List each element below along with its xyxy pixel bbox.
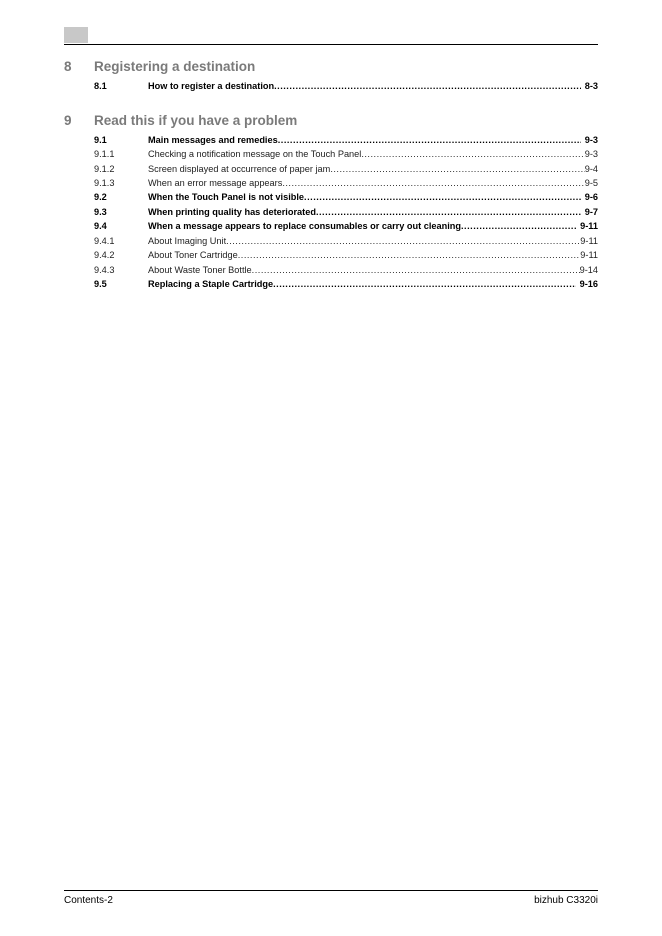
dot-leader <box>282 178 584 189</box>
toc-entry-page[interactable]: 9-11 <box>580 221 598 231</box>
toc-entry-number: 9.5 <box>94 279 107 289</box>
chapter-heading <box>64 59 598 79</box>
toc-entry[interactable] <box>94 133 598 146</box>
dot-leader <box>316 207 581 218</box>
toc-entry-page[interactable]: 9-6 <box>584 192 598 202</box>
dot-leader <box>361 149 584 160</box>
toc-entry-page[interactable]: 9-11 <box>580 250 598 260</box>
toc-entry-number: 9.2 <box>94 192 107 202</box>
toc-entry-number: 9.1.2 <box>94 164 115 174</box>
toc-entry[interactable] <box>94 205 598 218</box>
toc-entry-page[interactable]: 9-5 <box>584 178 598 188</box>
chapter-number: 9 <box>64 113 72 128</box>
toc-entry-page[interactable]: 9-3 <box>584 149 598 159</box>
toc-entry-page[interactable]: 9-4 <box>584 164 598 174</box>
dot-leader <box>274 81 581 92</box>
toc-entry-title[interactable]: Checking a notification message on the Touch Panel <box>148 149 362 159</box>
toc-entry-number: 9.4.1 <box>94 236 115 246</box>
toc-entry-page[interactable]: 9-16 <box>579 279 598 289</box>
dot-leader <box>461 221 576 232</box>
dot-leader <box>238 250 581 261</box>
toc-entry-page[interactable]: 8-3 <box>584 81 598 91</box>
dot-leader <box>304 192 581 203</box>
toc-entry[interactable] <box>94 79 598 92</box>
dot-leader <box>278 135 581 146</box>
toc-entry[interactable] <box>94 176 598 189</box>
toc-entry-title[interactable]: When the Touch Panel is not visible <box>148 192 305 202</box>
toc-entry-page[interactable]: 9-14 <box>579 265 598 275</box>
toc-entry-title[interactable]: Screen displayed at occurrence of paper jam <box>148 164 331 174</box>
footer-product-name: bizhub C3320i <box>534 895 598 906</box>
toc-entry[interactable] <box>94 248 598 261</box>
chapter-title: Registering a destination <box>94 59 256 74</box>
dot-leader <box>330 164 584 175</box>
chapter-title: Read this if you have a problem <box>94 113 298 128</box>
toc-entry-title[interactable]: When a message appears to replace consumables or carry out cleaning <box>148 221 461 231</box>
chapter-heading <box>64 113 598 133</box>
toc-entry-page[interactable]: 9-3 <box>584 135 598 145</box>
toc-entry-title[interactable]: About Toner Cartridge <box>148 250 238 260</box>
chapter-tab-marker <box>64 27 88 43</box>
toc-entry-number: 9.1 <box>94 135 107 145</box>
toc-entry[interactable] <box>94 277 598 290</box>
toc-entry[interactable] <box>94 162 598 175</box>
toc-entry-title[interactable]: About Imaging Unit <box>148 236 227 246</box>
toc-entry-number: 9.1.1 <box>94 149 115 159</box>
toc-entry[interactable] <box>94 234 598 247</box>
toc-entry-page[interactable]: 9-11 <box>580 236 598 246</box>
toc-entry-number: 9.3 <box>94 207 107 217</box>
footer-divider <box>64 890 598 891</box>
toc-entry-title[interactable]: When printing quality has deteriorated <box>148 207 316 217</box>
toc-entry[interactable] <box>94 219 598 232</box>
toc-entry[interactable] <box>94 263 598 276</box>
footer-page-label: Contents-2 <box>64 895 113 906</box>
toc-entry-title[interactable]: When an error message appears <box>148 178 283 188</box>
toc-entry-title[interactable]: About Waste Toner Bottle <box>148 265 252 275</box>
toc-entry-title[interactable]: How to register a destination <box>148 81 275 91</box>
toc-entry-page[interactable]: 9-7 <box>584 207 598 217</box>
toc-entry-number: 8.1 <box>94 81 107 91</box>
toc-entry[interactable] <box>94 190 598 203</box>
toc-entry-title[interactable]: Replacing a Staple Cartridge <box>148 279 274 289</box>
toc-entry-title[interactable]: Main messages and remedies <box>148 135 278 145</box>
toc-entry-number: 9.4.3 <box>94 265 115 275</box>
dot-leader <box>273 279 576 290</box>
header-divider <box>64 44 598 45</box>
chapter-number: 8 <box>64 59 72 74</box>
toc-entry-number: 9.4.2 <box>94 250 115 260</box>
dot-leader <box>226 236 580 247</box>
toc-entry-number: 9.4 <box>94 221 107 231</box>
dot-leader <box>252 265 580 276</box>
toc-entry-number: 9.1.3 <box>94 178 115 188</box>
toc-entry[interactable] <box>94 147 598 160</box>
